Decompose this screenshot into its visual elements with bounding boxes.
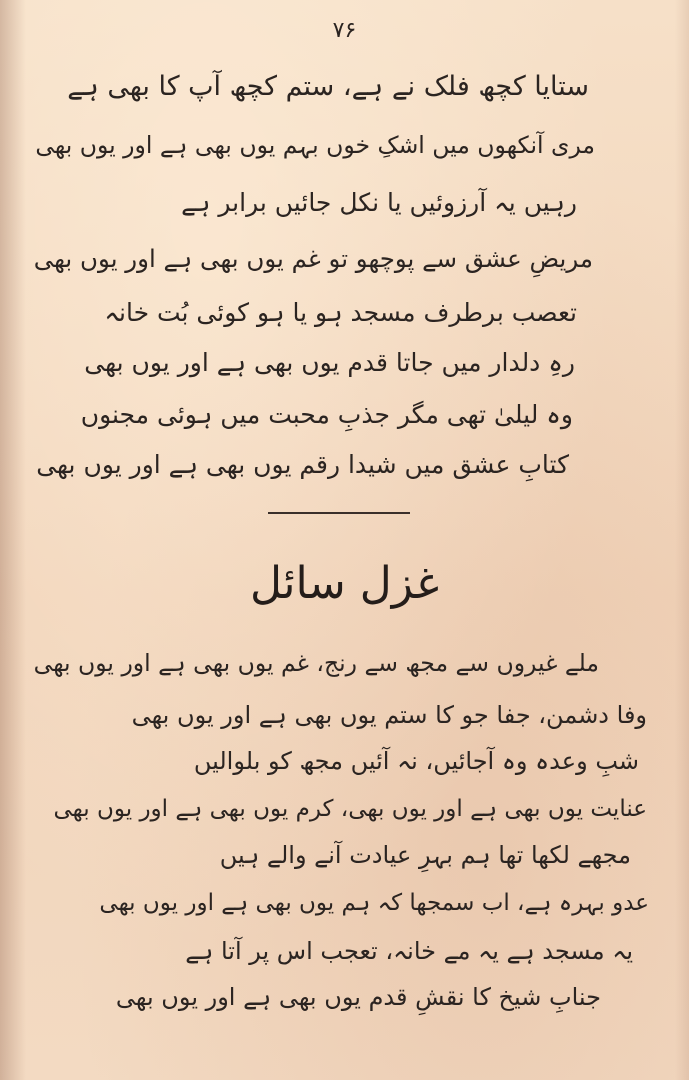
poem1-line-4: مریضِ عشق سے پوچھو تو غم یوں بھی ہے اور یوں بھی [33,244,593,273]
page-edge-shadow [675,0,689,1080]
ghazal-heading: غزل سائل [249,558,440,609]
poem1-line-5: تعصب برطرف مسجد ہو یا ہو کوئی بُت خانہ [104,298,577,327]
poem2-line-8: جنابِ شیخ کا نقشِ قدم یوں بھی ہے اور یوں بھی [115,983,601,1011]
poem2-line-3: شبِ وعدہ وہ آجائیں، نہ آئیں مجھ کو بلوالیں [193,747,639,775]
section-divider [268,512,410,514]
poem1-line-8: کتابِ عشق میں شیدا رقم یوں بھی ہے اور یوں بھی [36,450,569,479]
poem1-line-2: مری آنکھوں میں اشکِ خوں بہم یوں بھی ہے اور یوں بھی [35,131,595,159]
page-gutter-shadow [0,0,26,1080]
poem2-line-4: عنایت یوں بھی ہے اور یوں بھی، کرم یوں بھی ہے اور یوں بھی [53,796,647,822]
poem1-line-1: ستایا کچھ فلک نے ہے، ستم کچھ آپ کا بھی ہے [67,71,589,102]
page-number: ۷۶ [332,18,357,43]
poem2-line-1: ملے غیروں سے مجھ سے رنج، غم یوں بھی ہے اور یوں بھی [33,649,599,677]
poem1-line-3: رہیں یہ آرزوئیں یا نکل جائیں برابر ہے [181,188,577,217]
poem1-line-6: رہِ دلدار میں جاتا قدم یوں بھی ہے اور یوں بھی [84,348,575,377]
poem2-line-7: یہ مسجد ہے یہ مے خانہ، تعجب اس پر آتا ہے [185,937,633,965]
poem2-line-2: وفا دشمن، جفا جو کا ستم یوں بھی ہے اور یوں بھی [131,701,647,729]
poem2-line-5: مجھے لکھا تھا ہم بہرِ عیادت آنے والے ہیں [219,841,631,869]
poem1-line-7: وہ لیلیٰ تھی مگر جذبِ محبت میں ہوئی مجنوں [80,400,573,429]
poem2-line-6: عدو بہرہ ہے، اب سمجھا کہ ہم یوں بھی ہے اور یوں بھی [99,890,649,916]
